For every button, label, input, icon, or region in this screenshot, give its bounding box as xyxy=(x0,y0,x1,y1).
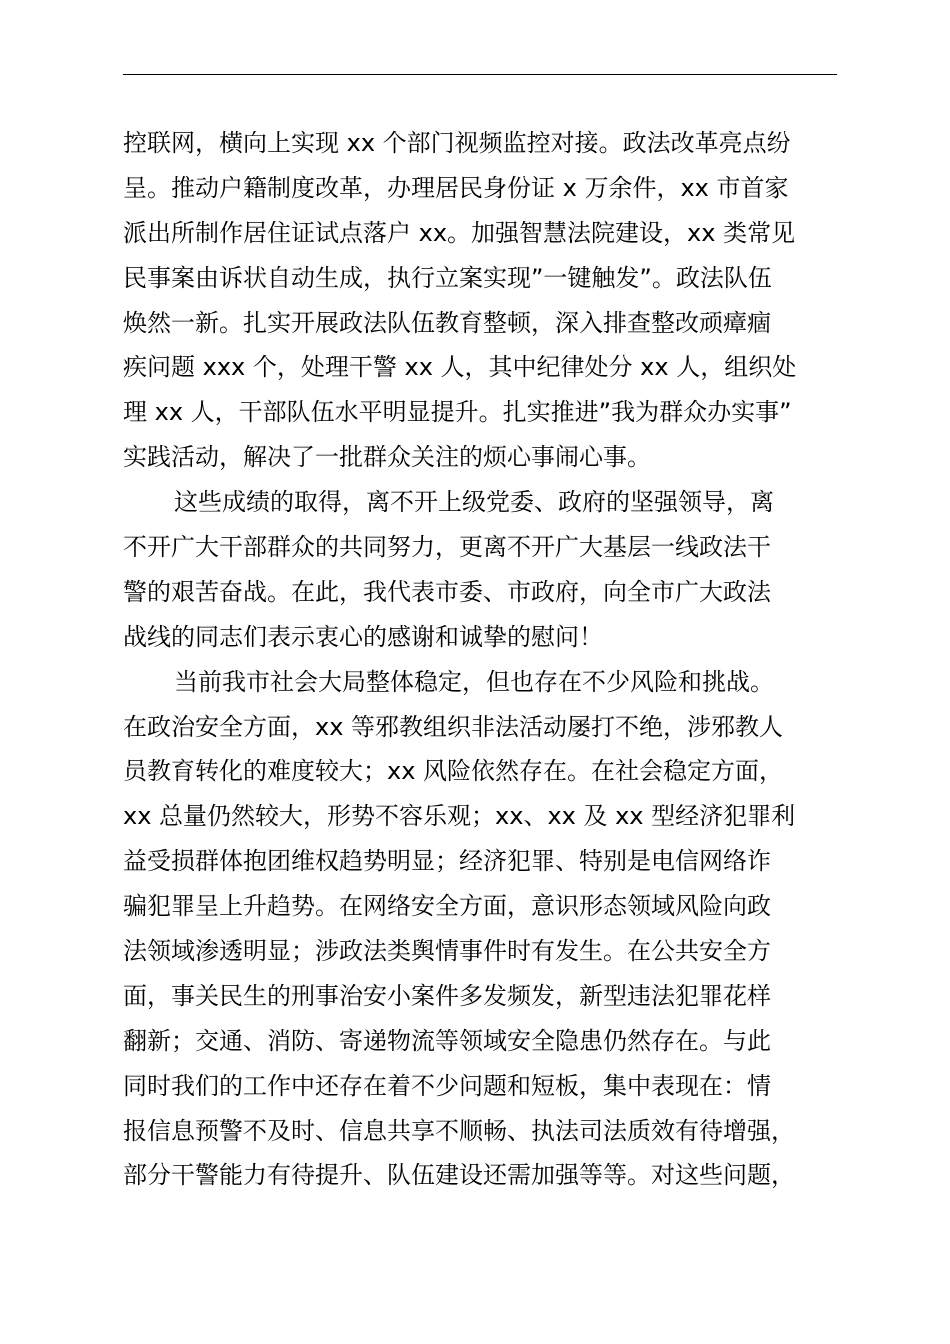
text-line: 翻新；交通、消防、寄递物流等领域安全隐患仍然存在。与此 xyxy=(123,1026,771,1055)
text-line: 实践活动，解决了一批群众关注的烦心事闹心事。 xyxy=(123,443,651,472)
paragraph-gratitude xyxy=(123,480,863,660)
text-line: 呈。推动户籍制度改革，办理居民身份证 x 万余件，xx 市首家 xyxy=(123,173,789,202)
text-line: 益受损群体抱团维权趋势明显；经济犯罪、特别是电信网络诈 xyxy=(123,847,771,876)
paragraph-achievements xyxy=(123,121,863,480)
text-line: 派出所制作居住证试点落户 xx。加强智慧法院建设，xx 类常见 xyxy=(123,218,796,247)
text-line: 同时我们的工作中还存在着不少问题和短板，集中表现在：情 xyxy=(123,1071,771,1100)
text-line: 面，事关民生的刑事治安小案件多发频发，新型违法犯罪花样 xyxy=(123,981,771,1010)
text-line: 疾问题 xxx 个，处理干警 xx 人，其中纪律处分 xx 人，组织处 xyxy=(123,353,797,382)
text-line: 理 xx 人，干部队伍水平明显提升。扎实推进”我为群众办实事” xyxy=(123,398,792,427)
text-line: 不开广大干部群众的共同努力，更离不开广大基层一线政法干 xyxy=(123,533,771,562)
text-line: 焕然一新。扎实开展政法队伍教育整顿，深入排查整改顽瘴痼 xyxy=(123,308,771,337)
text-line: 警的艰苦奋战。在此，我代表市委、市政府，向全市广大政法 xyxy=(123,577,771,606)
text-line: 控联网，横向上实现 xx 个部门视频监控对接。政法改革亮点纷 xyxy=(123,129,791,157)
paragraph-risks xyxy=(123,660,863,1199)
text-line: 这些成绩的取得，离不开上级党委、政府的坚强领导，离 xyxy=(174,488,774,517)
text-line: 报信息预警不及时、信息共享不顺畅、执法司法质效有待增强， xyxy=(123,1116,795,1145)
text-line: 在政治安全方面，xx 等邪教组织非法活动屡打不绝，涉邪教人 xyxy=(123,712,784,741)
text-line: 部分干警能力有待提升、队伍建设还需加强等等。对这些问题， xyxy=(123,1161,795,1190)
text-line: 战线的同志们表示衷心的感谢和诚挚的慰问！ xyxy=(123,622,603,651)
text-line: 当前我市社会大局整体稳定，但也存在不少风险和挑战。 xyxy=(174,667,774,696)
text-line: 民事案由诉状自动生成，执行立案实现”一键触发”。政法队伍 xyxy=(123,263,772,292)
text-line: 员教育转化的难度较大；xx 风险依然存在。在社会稳定方面， xyxy=(123,757,784,786)
body-text xyxy=(123,121,863,1198)
text-line: 骗犯罪呈上升趋势。在网络安全方面，意识形态领域风险向政 xyxy=(123,892,771,921)
text-line: xx 总量仍然较大，形势不容乐观；xx、xx 及 xx 型经济犯罪利 xyxy=(123,802,796,831)
text-line: 法领域渗透明显；涉政法类舆情事件时有发生。在公共安全方 xyxy=(123,937,771,966)
header-rule xyxy=(123,74,837,75)
